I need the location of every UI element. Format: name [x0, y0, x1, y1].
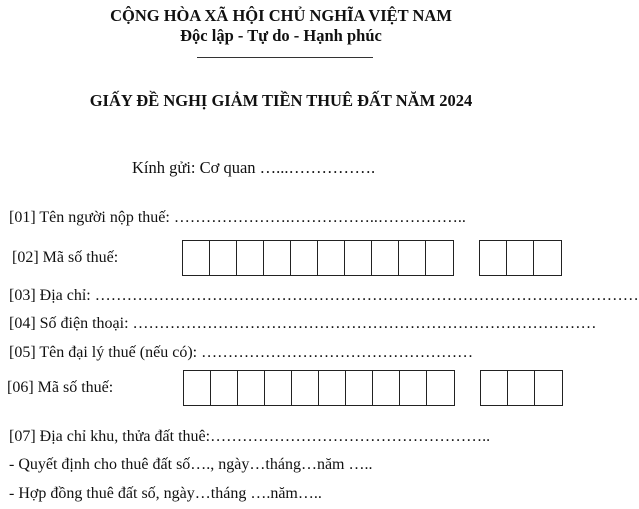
agent-tax-code-digit-box[interactable]	[292, 371, 319, 405]
agent-tax-code-boxes[interactable]	[183, 370, 455, 406]
taxpayer-name-field[interactable]: [01] Tên người nộp thuế: ………………….……………..……………..	[9, 209, 466, 226]
tax-code-label: [02] Mã số thuế:	[12, 249, 119, 266]
tax-code-branch-box[interactable]	[507, 241, 534, 275]
lease-contract-line[interactable]: - Hợp đồng thuê đất số, ngày…tháng ….năm…..	[9, 485, 322, 502]
agent-tax-code-label: [06] Mã số thuế:	[7, 379, 114, 396]
land-address-field[interactable]: [07] Địa chỉ khu, thửa đất thuê:……………………………………………..	[9, 428, 491, 445]
lease-decision-line[interactable]: - Quyết định cho thuê đất số…., ngày…tháng…năm …..	[9, 456, 373, 473]
tax-code-digit-box[interactable]	[318, 241, 345, 275]
address-field[interactable]: [03] Địa chỉ: …………………………………………………………………………………………	[9, 287, 639, 304]
tax-code-digit-box[interactable]	[210, 241, 237, 275]
agent-tax-code-branch-box[interactable]	[481, 371, 508, 405]
tax-code-digit-box[interactable]	[399, 241, 426, 275]
tax-code-digit-box[interactable]	[426, 241, 453, 275]
agent-tax-code-digit-box[interactable]	[265, 371, 292, 405]
country-name: CỘNG HÒA XÃ HỘI CHỦ NGHĨA VIỆT NAM	[110, 6, 452, 25]
tax-code-boxes[interactable]	[182, 240, 454, 276]
agent-tax-code-digit-box[interactable]	[346, 371, 373, 405]
recipient-line: Kính gửi: Cơ quan …...…………….	[132, 158, 376, 177]
agent-tax-code-digit-box[interactable]	[319, 371, 346, 405]
tax-code-branch-box[interactable]	[534, 241, 561, 275]
tax-agent-field[interactable]: [05] Tên đại lý thuế (nếu có): ……………………………………………	[9, 344, 474, 361]
tax-code-digit-box[interactable]	[183, 241, 210, 275]
tax-code-digit-box[interactable]	[237, 241, 264, 275]
agent-tax-code-branch-boxes[interactable]	[480, 370, 563, 406]
tax-code-digit-box[interactable]	[345, 241, 372, 275]
tax-code-digit-box[interactable]	[264, 241, 291, 275]
agent-tax-code-branch-box[interactable]	[535, 371, 562, 405]
tax-code-branch-box[interactable]	[480, 241, 507, 275]
national-motto: Độc lập - Tự do - Hạnh phúc	[180, 26, 382, 45]
header-divider	[197, 57, 373, 58]
tax-code-row-2	[7, 370, 563, 406]
phone-field[interactable]: [04] Số điện thoại: ……………………………………………………………………………	[9, 315, 597, 332]
tax-code-digit-box[interactable]	[291, 241, 318, 275]
agent-tax-code-digit-box[interactable]	[238, 371, 265, 405]
tax-code-branch-boxes[interactable]	[479, 240, 562, 276]
agent-tax-code-digit-box[interactable]	[211, 371, 238, 405]
agent-tax-code-digit-box[interactable]	[184, 371, 211, 405]
agent-tax-code-digit-box[interactable]	[373, 371, 400, 405]
agent-tax-code-digit-box[interactable]	[427, 371, 454, 405]
agent-tax-code-branch-box[interactable]	[508, 371, 535, 405]
tax-code-digit-box[interactable]	[372, 241, 399, 275]
agent-tax-code-digit-box[interactable]	[400, 371, 427, 405]
tax-code-row-1	[12, 240, 562, 276]
document-title: GIẤY ĐỀ NGHỊ GIẢM TIỀN THUÊ ĐẤT NĂM 2024	[89, 91, 473, 110]
